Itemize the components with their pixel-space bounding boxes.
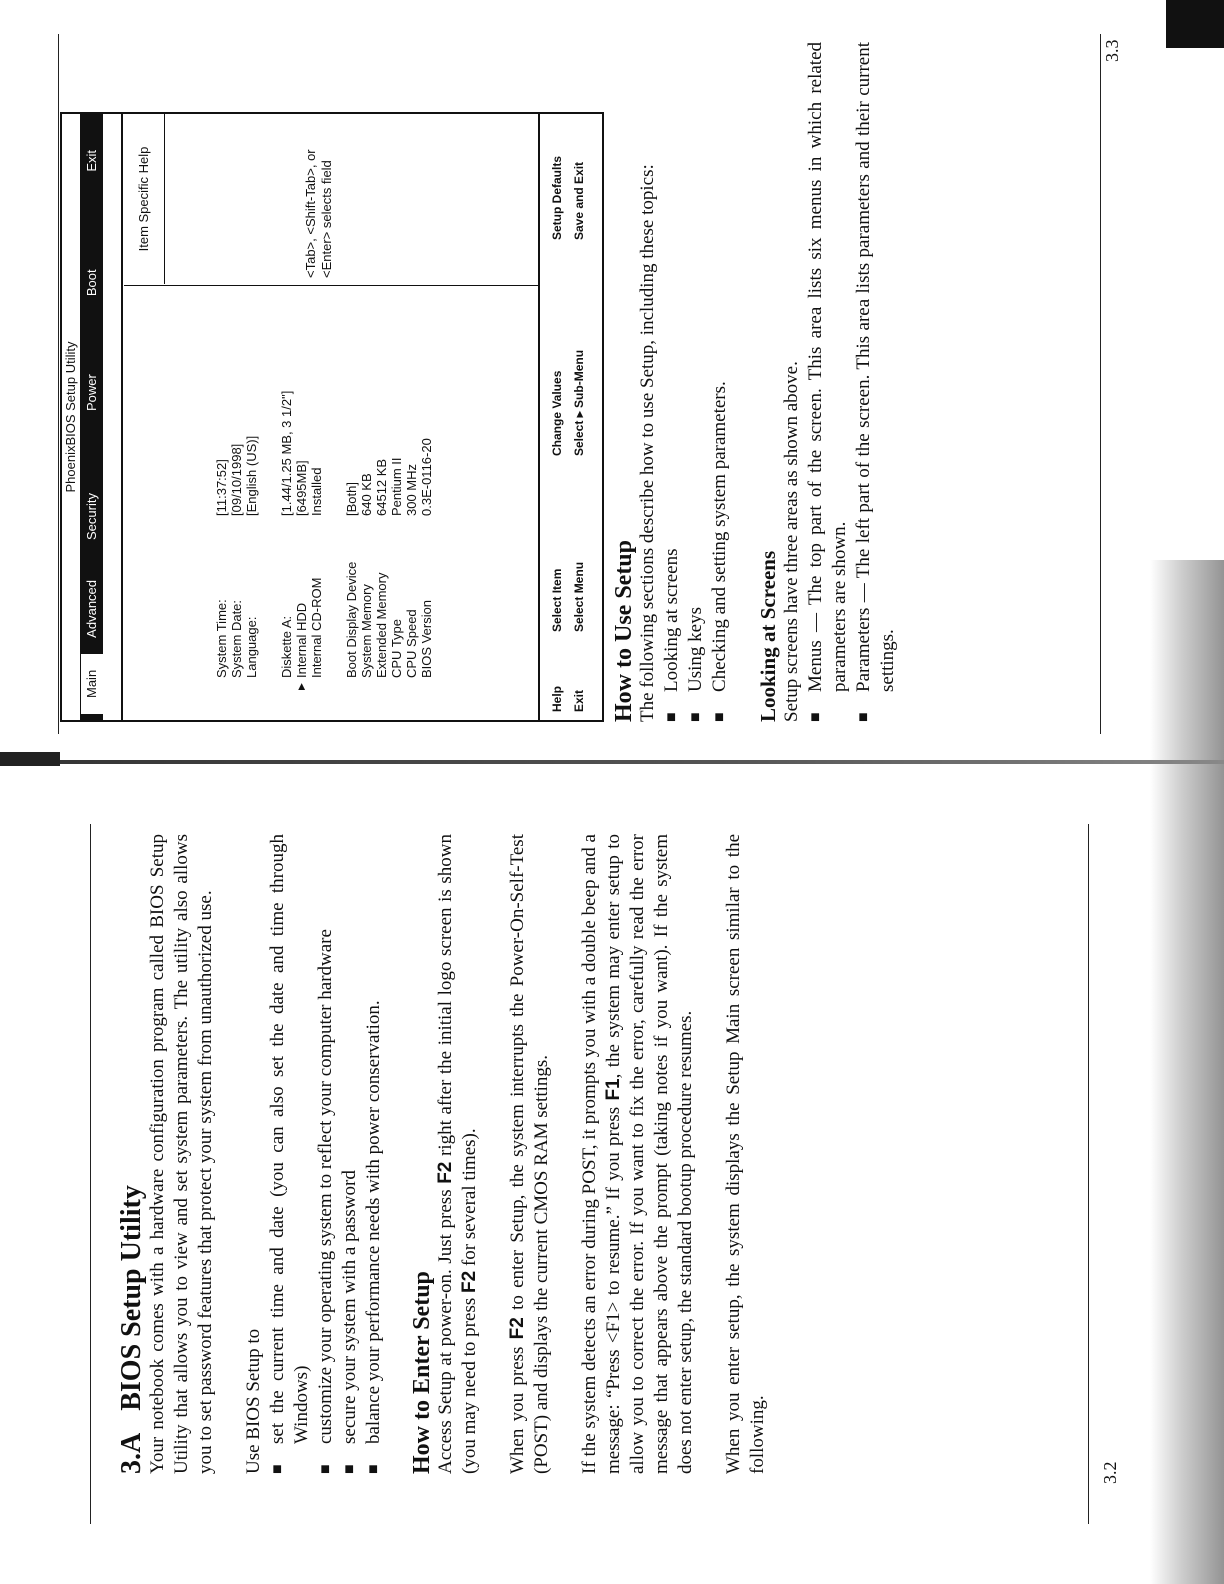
list-item: ■ Using keys (684, 42, 708, 722)
param-extended-memory: Extended Memory 64512 KB (374, 458, 389, 678)
screens-intro: Setup screens have three areas as shown above. (781, 361, 802, 722)
areas-list (804, 42, 900, 722)
legend-exit: Exit (572, 689, 586, 712)
use-list (266, 834, 386, 1474)
enter-paragraph-2: When you press F2 to enter Setup, the system interrupts the Power-On-Self-Test (POST) and displays the current CMOS RAM settings. (507, 834, 552, 1474)
top-rule (90, 824, 91, 1524)
param-system-time[interactable]: System Time: [11:37:52] (214, 459, 229, 678)
menu-security[interactable]: Security (84, 493, 99, 540)
page-number: 3.2 (1100, 1461, 1120, 1484)
list-item: ■ Menus — The top part of the screen. This area lists six menus in which related parameters are shown. (804, 42, 852, 722)
list-item: ■ secure your system with a password (338, 834, 362, 1474)
bios-menu-bar (81, 114, 103, 720)
legend-sub-menu: Select ▸ Sub-Menu (572, 349, 586, 456)
param-language[interactable]: Language: [English (US)] (244, 435, 259, 678)
bios-body (124, 114, 538, 720)
bios-title: PhoenixBIOS Setup Utility (62, 114, 81, 720)
param-system-date[interactable]: System Date: [09/10/1998] (229, 443, 244, 678)
param-internal-cdrom: Internal CD-ROM Installed (309, 467, 324, 678)
bios-submenu-strip (103, 114, 123, 720)
param-boot-display[interactable]: Boot Display Device [Both] (344, 482, 359, 678)
list-item: ■ set the current time and date (you can also set the date and time through Windows) (266, 834, 314, 1474)
legend-select-item: Select Item (550, 568, 564, 632)
legend-setup-defaults: Setup Defaults (550, 155, 564, 240)
menu-boot[interactable]: Boot (84, 269, 99, 297)
section-heading: 3.ABIOS Setup Utility (116, 1185, 147, 1474)
intro-paragraph: Your notebook comes with a hardware configuration program called BIOS Setup Utility that allows you to view and set system parameters. The utility also allows you to set password features that protect your system from unauthorized use. (147, 834, 216, 1474)
legend-select-menu: Select Menu (572, 561, 586, 632)
menu-exit[interactable]: Exit (84, 150, 99, 172)
bottom-rule (1088, 824, 1089, 1524)
bios-key-legend (538, 114, 604, 720)
list-item: ■ Parameters — The left part of the screen. This area lists parameters and their current settings. (852, 42, 900, 722)
param-bios-version: BIOS Version 0.3E-0116-20 (419, 438, 434, 678)
param-diskette-a[interactable]: Diskette A: [1.44/1.25 MB, 3 1/2"] (279, 390, 294, 678)
submenu-arrow-icon: ▶ (296, 683, 306, 690)
help-title: Item Specific Help (124, 114, 165, 284)
menu-power[interactable]: Power (84, 374, 99, 412)
help-text: <Tab>, <Shift-Tab>, or <Enter> selects field (303, 149, 334, 278)
enter-paragraph-4: When you enter setup, the system displays the Setup Main screen similar to the following. (723, 834, 768, 1474)
topics-list (660, 42, 732, 722)
list-item: ■ Looking at screens (660, 42, 684, 722)
right-column (612, 42, 924, 722)
list-item: ■ Checking and setting system parameters. (708, 42, 732, 722)
legend-change-values: Change Values (550, 370, 564, 456)
top-rule (58, 34, 59, 734)
page-left (0, 784, 1224, 1584)
param-cpu-speed: CPU Speed 300 MHz (404, 463, 419, 678)
left-column (116, 833, 794, 1474)
use-setup-heading: How to Use Setup (611, 539, 637, 722)
bottom-rule (1100, 34, 1101, 734)
help-area (124, 114, 538, 284)
legend-help: Help (550, 685, 564, 712)
bios-screen (60, 112, 604, 722)
page-number: 3.3 (1102, 39, 1122, 62)
menu-advanced[interactable]: Advanced (84, 579, 99, 638)
menu-main[interactable]: Main (81, 654, 103, 714)
looking-at-screens-heading: Looking at Screens (756, 550, 780, 722)
param-internal-hdd[interactable]: Internal HDD [6495MB] (294, 460, 309, 678)
parameters-area (124, 285, 538, 720)
param-system-memory: System Memory 640 KB (359, 473, 374, 678)
legend-save-exit: Save and Exit (572, 161, 586, 240)
list-item: ■ balance your performance needs with power conservation. (362, 834, 386, 1474)
param-cpu-type: CPU Type Pentium II (389, 457, 404, 678)
enter-setup-heading: How to Enter Setup (409, 1271, 435, 1474)
list-item: ■ customize your operating system to reflect your computer hardware (314, 834, 338, 1474)
page-right (0, 0, 1224, 784)
enter-paragraph-1: Access Setup at power-on. Just press F2 right after the initial logo screen is shown (you may need to press F2 for several times). (435, 833, 480, 1474)
enter-paragraph-3: If the system detects an error during POST, it prompts you with a double beep and a message: “Press <F1> to resume.” If you press F1, the system may enter setup to allow you to correct the error. If you want to fix the error, carefully read the error message that appears above the prompt (taking notes if you want). If the system does not enter setup, the standard bootup procedure resumes. (579, 834, 696, 1474)
use-intro: Use BIOS Setup to (243, 1328, 264, 1474)
use-intro: The following sections describe how to use Setup, including these topics: (637, 164, 658, 722)
